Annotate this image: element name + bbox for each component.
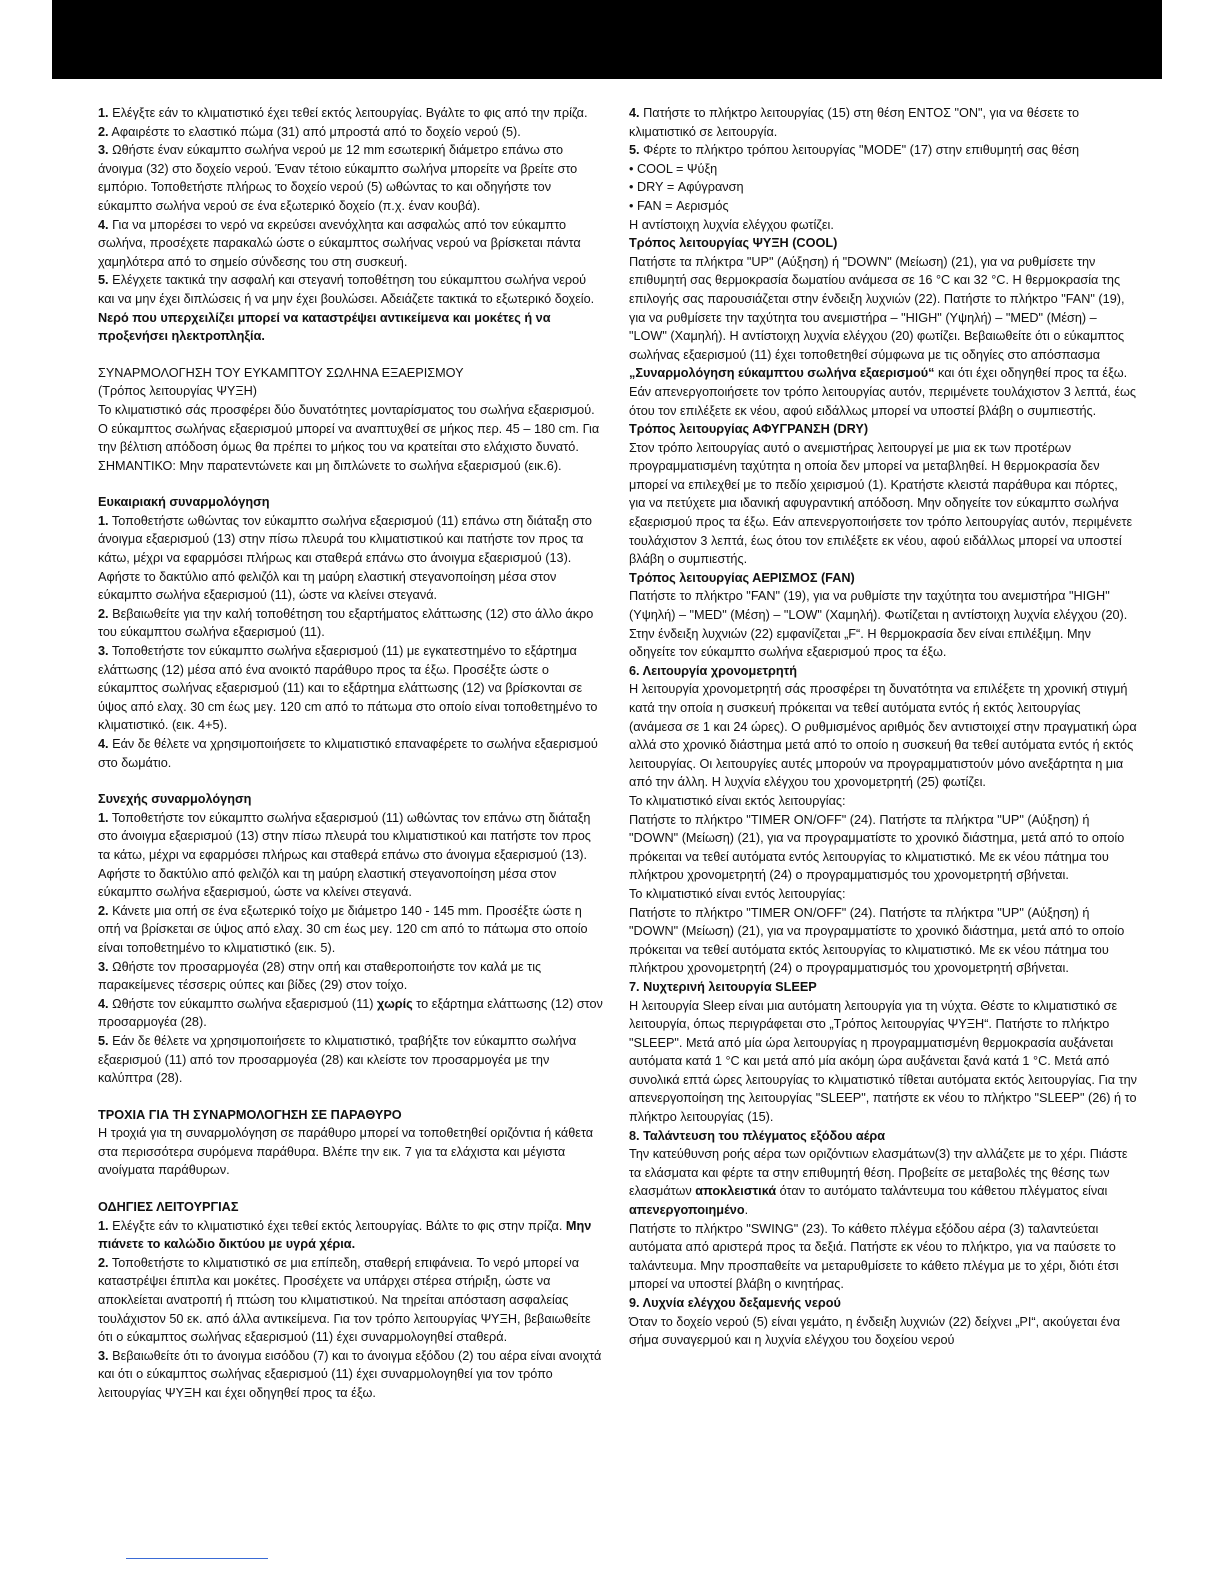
continuous-heading: Συνεχής συναρμολόγηση — [98, 792, 252, 807]
operation-step-5: 5. Φέρτε το πλήκτρο τρόπου λειτουργίας "MODE" (17) στην επιθυμητή σας θέση — [629, 143, 1080, 158]
operation-step-1: 1. Ελέγξτε εάν το κλιματιστικό έχει τεθεί εκτός λειτουργίας. Βάλτε το φις στην πρίζα. Μην πιάνετε το καλώδιο δικτύου με υγρά χέρια. — [98, 1218, 592, 1252]
timer-on-text: Πατήστε το πλήκτρο "TIMER ON/OFF" (24). Πατήστε τα πλήκτρα "UP" (Αύξηση) ή "DOWN" (Μείωση) (21), για να προγραμματίστε το χρονικό διάστημα, μετά από το οποίο πρόκειται να τεθεί αυτόματα εκτός λειτουργίας το κλιματιστικό. Με εκ νέου πάτημα του πλήκτρου χρονομετρητή (24) ο προγραμματισμός του χρονομετρητή σβήνεται. — [629, 905, 1125, 976]
timer-heading: 6. Λειτουργία χρονομετρητή — [629, 663, 798, 678]
window-text: Η τροχιά για τη συναρμολόγηση σε παράθυρο μπορεί να τοποθετηθεί οριζόντια ή κάθετα στα περισσότερα συρόμενα παράθυρα. Βλέπε την εικ. 7 για τα ελάχιστα και μέγιστα ανοίγματα παράθυρων. — [98, 1126, 594, 1178]
hose-heading: ΣΥΝΑΡΜΟΛΟΓΗΣΗ ΤΟΥ ΕΥΚΑΜΠΤΟΥ ΣΩΛΗΝΑ ΕΞΑΕΡΙΣΜΟΥ — [98, 365, 464, 380]
occasional-step-3: 3. Τοποθετήστε τον εύκαμπτο σωλήνα εξαερισμού (11) με εγκατεστημένο το εξάρτημα ελάττωσης (12) μέσα από ένα ανοικτό παράθυρο προς τα έξω. Προσέξτε ώστε ο εύκαμπτος σωλήνας εξαερισμού (11) και το εξάρτημα ελάττωσης (12) να βρίσκονται σε ύψος από ελαχ. 30 cm έως μεγ. 120 cm από το πάτωμα στο οποίο είναι τοποθετημένο το κλιματιστικό. (εικ. 4+5). — [98, 644, 598, 733]
swing-text: Την κατεύθυνση ροής αέρα των οριζόντιων ελασμάτων(3) την αλλάζετε με το χέρι. Πιάστε τα ελάσματα και φέρτε τα στην επιθυμητή θέση. Προβείτε σε μεταβολές της θέσης των ελασμάτων αποκλειστικά όταν το αυτόματο ταλάντευμα του κάθετου πλέγματος είναι απενεργοποιημένο. — [629, 1147, 1128, 1218]
sleep-heading: 7. Νυχτερινή λειτουργία SLEEP — [629, 979, 817, 994]
right-column — [629, 104, 1137, 1350]
occasional-step-4: 4. Εάν δε θέλετε να χρησιμοποιήσετε το κλιματιστικό επαναφέρετε το σωλήνα εξαερισμού στο δωμάτιο. — [98, 737, 598, 770]
tank-heading: 9. Λυχνία ελέγχου δεξαμενής νερού — [629, 1296, 841, 1310]
dry-text: Στον τρόπο λειτουργίας αυτό ο ανεμιστήρας λειτουργεί με μια εκ των προτέρων προγραμματισμένη ταχύτητα η οποία δεν μπορεί να μεταβληθεί. Η θερμοκρασία δεν μπορεί να επιλεχθεί με το πεδίο χειρισμού (1). Κρατήστε κλειστά παράθυρα και πόρτες, για να πετύχετε μια ιδανική αφυγραντική απόδοση. Μην οδηγείτε τον εύκαμπτο σωλήνα εξαερισμού προς τα έξω. Εάν απενεργοποιήσετε τον τρόπο λειτουργίας αυτόν, περιμένετε τουλάχιστον 3 λεπτά, έως ότου τον επιλέξετε εκ νέου, αφού ειδάλλως μπορεί να υποστεί βλάβη ο συμπιεστής. — [629, 440, 1133, 567]
operation-heading: ΟΔΗΓΙΕΣ ΛΕΙΤΟΥΡΓΙΑΣ — [98, 1200, 239, 1215]
continuous-step-5: 5. Εάν δε θέλετε να χρησιμοποιήσετε το κλιματιστικό, τραβήξτε τον εύκαμπτο σωλήνα εξαερισμού (11) από τον προσαρμογέα (28) και κλείστε τον προσαρμογέα με την καλύπτρα (28). — [98, 1033, 577, 1086]
mode-cool: • COOL = Ψύξη — [629, 161, 718, 176]
operation-step-2: 2. Τοποθετήστε το κλιματιστικό σε μια επίπεδη, σταθερή επιφάνεια. Το νερό μπορεί να καταστρέψει έπιπλα και μοκέτες. Προσέχετε να υπάρχει στέρεα στήριξη, ώστε να αποκλείεται ανατροπή ή πτώση του κλιματιστικού. Να τηρείται απόσταση ασφαλείας τουλάχιστον 50 εκ. από άλλα αντικείμενα. Για τον τρόπο λειτουργίας ΨΥΞΗ, βεβαιωθείτε ότι ο εύκαμπτος σωλήνας εξαερισμού (11) έχει συναρμολογηθεί σταθερά. — [98, 1255, 591, 1345]
fan-text: Πατήστε το πλήκτρο "FAN" (19), για να ρυθμίστε την ταχύτητα του ανεμιστήρα "HIGH" (Υψηλή) – "MED" (Μέση) – "LOW" (Χαμηλή). Φωτίζεται η αντίστοιχη λυχνία ελέγχου (20). Στην ένδειξη λυχνιών (22) εμφανίζεται „F“. Η θερμοκρασία δεν είναι επιλέξιμη. Μην οδηγείτε τον εύκαμπτο σωλήνα εξαερισμού προς τα έξω. — [629, 589, 1128, 660]
footer-line — [126, 1558, 268, 1559]
lamp-note: Η αντίστοιχη λυχνία ελέγχου φωτίζει. — [629, 217, 834, 232]
left-column — [98, 104, 604, 1403]
operation-step-4: 4. Πατήστε το πλήκτρο λειτουργίας (15) στη θέση ΕΝΤΟΣ "ON", για να θέσετε το κλιματιστικό σε λειτουργία. — [629, 106, 1080, 139]
header-bar — [52, 0, 1162, 79]
cool-heading: Τρόπος λειτουργίας ΨΥΞΗ (COOL) — [629, 236, 838, 251]
hose-subheading: (Τρόπος λειτουργίας ΨΥΞΗ) — [98, 384, 258, 399]
tank-text: Όταν το δοχείο νερού (5) είναι γεμάτο, η ένδειξη λυχνιών (22) δείχνει „PI“, ακούγεται ένα σήμα συναγερμού και η λυχνία ελέγχου του δοχείου νερού — [629, 1314, 1121, 1348]
fan-heading: Τρόπος λειτουργίας ΑΕΡΙΣΜΟΣ (FAN) — [629, 570, 855, 585]
swing-heading: 8. Ταλάντευση του πλέγματος εξόδου αέρα — [629, 1128, 886, 1143]
hose-text: Το κλιματιστικό σάς προσφέρει δύο δυνατότητες μονταρίσματος του σωλήνα εξαερισμού. Ο εύκαμπτος σωλήνας εξαερισμού μπορεί να αναπτυχθεί σε μήκος περ. 45 – 180 cm. Για την βέλτιση απόδοση όμως θα πρέπει το μήκος του να κρατείται στο ελάχιστο δυνατό. ΣΗΜΑΝΤΙΚΟ: Μην παρατεντώνετε και μη διπλώνετε το σωλήνα εξαερισμού (εικ.6). — [98, 402, 600, 473]
cool-text: Πατήστε τα πλήκτρα "UP" (Αύξηση) ή "DOWN" (Μείωση) (21), για να ρυθμίσετε την επιθυμητή σας θερμοκρασία δωματίου ανάμεσα σε 16 °C και 32 °C. Η θερμοκρασία της επιλογής σας παρουσιάζεται στην ένδειξη λυχνιών (22). Πατήστε το πλήκτρο "FAN" (19), για να ρυθμίσετε την ταχύτητα του ανεμιστήρα – "HIGH" (Υψηλή) – "MED" (Μέση) – "LOW" (Χαμηλή). Η αντίστοιχη λυχνία ελέγχου (20) φωτίζει. Βεβαιωθείτε ότι ο εύκαμπτος σωλήνας εξαερισμού (11) έχει τοποθετηθεί σύμφωνα με τις οδηγίες στο απόσπασμα „Συναρμολόγηση εύκαμπτου σωλήνα εξαερισμού“ και ότι έχει οδηγηθεί προς τα έξω. Εάν απενεργοποιήσετε τον τρόπο λειτουργίας αυτόν, περιμένετε τουλάχιστον 3 λεπτά, έως ότου τον επιλέξετε εκ νέου, αφού ειδάλλως μπορεί να υποστεί βλάβη ο συμπιεστής. — [629, 254, 1136, 418]
continuous-step-1: 1. Τοποθετήστε τον εύκαμπτο σωλήνα εξαερισμού (11) ωθώντας τον επάνω στη διάταξη στο άνοιγμα εξαερισμού (13) στην πίσω πλευρά του κλιματιστικού και πατήστε τον προς τα κάτω, μέχρι να εφαρμόσει πλήρως και σταθερά επάνω στο άνοιγμα εξαερισμού (13). Αφήστε το δακτύλιο από φελιζόλ και τη μαύρη ελαστική στεγανοποίηση μέσα στον εύκαμπτο σωλήνα εξαερισμού, ώστε να κλείνει στεγανά. — [98, 810, 591, 900]
dry-heading: Τρόπος λειτουργίας ΑΦΥΓΡΑΝΣΗ (DRY) — [629, 422, 869, 437]
mode-dry: • DRY = Αφύγρανση — [629, 180, 744, 195]
continuous-step-4: 4. Ωθήστε τον εύκαμπτο σωλήνα εξαερισμού (11) χωρίς το εξάρτημα ελάττωσης (12) στον προσαρμογέα (28). — [98, 996, 603, 1030]
timer-on-label: Το κλιματιστικό είναι εντός λειτουργίας: — [629, 886, 846, 901]
timer-off-label: Το κλιματιστικό είναι εκτός λειτουργίας: — [629, 793, 846, 808]
sleep-text: Η λειτουργία Sleep είναι μια αυτόματη λειτουργία για τη νύχτα. Θέστε το κλιματιστικό σε λειτουργία, όπως περιγράφεται στο „Τρόπος λειτουργίας ΨΥΞΗ“. Πατήστε το πλήκτρο "SLEEP". Μετά από μία ώρα λειτουργίας η προγραμματισμένη θερμοκρασία αυξάνεται αυτόματα κατά 1 °C και μετά από μία ακόμη ώρα αυξάνεται ξανά κατά 1 °C. Μετά από συνολικά επτά ώρες λειτουργίας το κλιματιστικό τίθεται αυτόματα εκτός λειτουργίας. Για την απενεργοποίηση της λειτουργίας "SLEEP", πατήστε εκ νέου το πλήκτρο "SLEEP" (26) ή το πλήκτρο λειτουργίας (15). — [629, 998, 1137, 1125]
timer-text: Η λειτουργία χρονομετρητή σάς προσφέρει τη δυνατότητα να επιλέξετε τη χρονική στιγμή κατά την οποία η συσκευή πρόκειται να τεθεί αυτόματα εντός ή εκτός λειτουργίας (ανάμεσα σε 1 και 24 ώρες). Ο ρυθμισμένος αριθμός δεν αντιστοιχεί στην πραγματική ώρα αλλά στο χρονικό διάστημα μετά από το οποίο η συσκευή θα τεθεί αυτόματα εντός ή εκτός λειτουργίας. Οι λειτουργίες αυτές μπορούν να προγραμματιστούν μόνο ανεξάρτητα η μια από την άλλη. Η λυχνία ελέγχου του χρονομετρητή (25) φωτίζει. — [629, 682, 1137, 790]
mode-fan: • FAN = Αερισμός — [629, 198, 729, 213]
drain-step-3: 3. Ωθήστε έναν εύκαμπτο σωλήνα νερού με 12 mm εσωτερική διάμετρο επάνω στο άνοιγμα (32) στο δοχείο νερού. Έναν τέτοιο εύκαμπτο σωλήνα μπορείτε να βρείτε στο εμπόριο. Τοποθετήστε πλήρως το δοχείο νερού (5) ωθώντας το και οδηγήστε τον εύκαμπτο σωλήνα νερού σε ένα εξωτερικό δοχείο (π.χ. έναν κουβά). — [98, 143, 578, 213]
continuous-step-2: 2. Κάνετε μια οπή σε ένα εξωτερικό τοίχο με διάμετρο 140 - 145 mm. Προσέξτε ώστε η οπή να βρίσκεται σε ύψος από ελαχ. 30 cm έως μεγ. 120 cm από το πάτωμα στο οποίο είναι τοποθετημένο το κλιματιστικό (εικ. 5). — [98, 903, 588, 955]
continuous-step-3: 3. Ωθήστε τον προσαρμογέα (28) στην οπή και σταθεροποιήστε τον καλά με τις παρακείμενες τέσσερις ούπες και βίδες (29) στον τοίχο. — [98, 959, 542, 993]
occasional-step-1: 1. Τοποθετήστε ωθώντας τον εύκαμπτο σωλήνα εξαερισμού (11) επάνω στη διάταξη στο άνοιγμα εξαερισμού (13) στην πίσω πλευρά του κλιματιστικού και πατήστε τον προς τα κάτω, μέχρι να εφαρμόσει πλήρως και σταθερά επάνω στο άνοιγμα εξαερισμού (13). Αφήστε το δακτύλιο από φελιζόλ και τη μαύρη ελαστική στεγανοποίηση μέσα στον εύκαμπτο σωλήνα εξαερισμού (11), ώστε να κλείνει στεγανά. — [98, 513, 592, 603]
drain-step-2: 2. Αφαιρέστε το ελαστικό πώμα (31) από μπροστά από το δοχείο νερού (5). — [98, 124, 521, 139]
drain-step-5: 5. Ελέγχετε τακτικά την ασφαλή και στεγανή τοποθέτηση του εύκαμπτου σωλήνα νερού και να μην έχει διπλώσεις ή να μην έχει βουλώσει. Αδειάζετε τακτικά το εξωτερικό δοχείο. Νερό που υπερχειλίζει μπορεί να καταστρέψει αντικείμενα και μοκέτες ή να προξενήσει ηλεκτροπληξία. — [98, 273, 595, 344]
drain-step-1: 1. Ελέγξτε εάν το κλιματιστικό έχει τεθεί εκτός λειτουργίας. Βγάλτε το φις από την πρίζα. — [98, 106, 588, 120]
occasional-step-2: 2. Βεβαιωθείτε για την καλή τοποθέτηση του εξαρτήματος ελάττωσης (12) στο άλλο άκρο του εύκαμπτου σωλήνα εξαερισμού (11). — [98, 606, 594, 640]
window-heading: ΤΡΟΧΙΑ ΓΙΑ ΤΗ ΣΥΝΑΡΜΟΛΟΓΗΣΗ ΣΕ ΠΑΡΑΘΥΡΟ — [98, 1107, 402, 1122]
drain-step-4: 4. Για να μπορέσει το νερό να εκρεύσει ανενόχλητα και ασφαλώς από τον εύκαμπτο σωλήνα, προσέχετε παρακαλώ ώστε ο εύκαμπτος σωλήνας νερού να βρίσκεται πάντα χαμηλότερα από το σημείο σύνδεσης του στη συσκευή. — [98, 217, 581, 269]
timer-off-text: Πατήστε το πλήκτρο "TIMER ON/OFF" (24). Πατήστε τα πλήκτρα "UP" (Αύξηση) ή "DOWN" (Μείωση) (21), για να προγραμματίστε το χρονικό διάστημα, μετά από το οποίο πρόκειται να τεθεί αυτόματα εντός λειτουργίας το κλιματιστικό. Με εκ νέου πάτημα του πλήκτρου χρονομετρητή (24) ο προγραμματισμός του χρονομετρητή σβήνεται. — [629, 812, 1125, 883]
occasional-heading: Ευκαιριακή συναρμολόγηση — [98, 495, 270, 510]
swing-text-2: Πατήστε το πλήκτρο "SWING" (23). Το κάθετο πλέγμα εξόδου αέρα (3) ταλαντεύεται αυτόματα από αριστερά προς τα δεξιά. Πατήστε εκ νέου το πλήκτρο, για να παύσετε το ταλάντευμα. Μην προσπαθείτε να μεταρυθμίσετε το κάθετο πλέγμα με το χέρι, διότι έτσι μπορεί να υποστεί βλάβη ο κινητήρας. — [629, 1221, 1119, 1292]
operation-step-3: 3. Βεβαιωθείτε ότι το άνοιγμα εισόδου (7) και το άνοιγμα εξόδου (2) του αέρα είναι ανοιχτά και ότι ο εύκαμπτος σωλήνας εξαερισμού (11) έχει συναρμολογηθεί για τον τρόπο λειτουργίας ΨΥΞΗ και έχει οδηγηθεί προς τα έξω. — [98, 1348, 602, 1400]
